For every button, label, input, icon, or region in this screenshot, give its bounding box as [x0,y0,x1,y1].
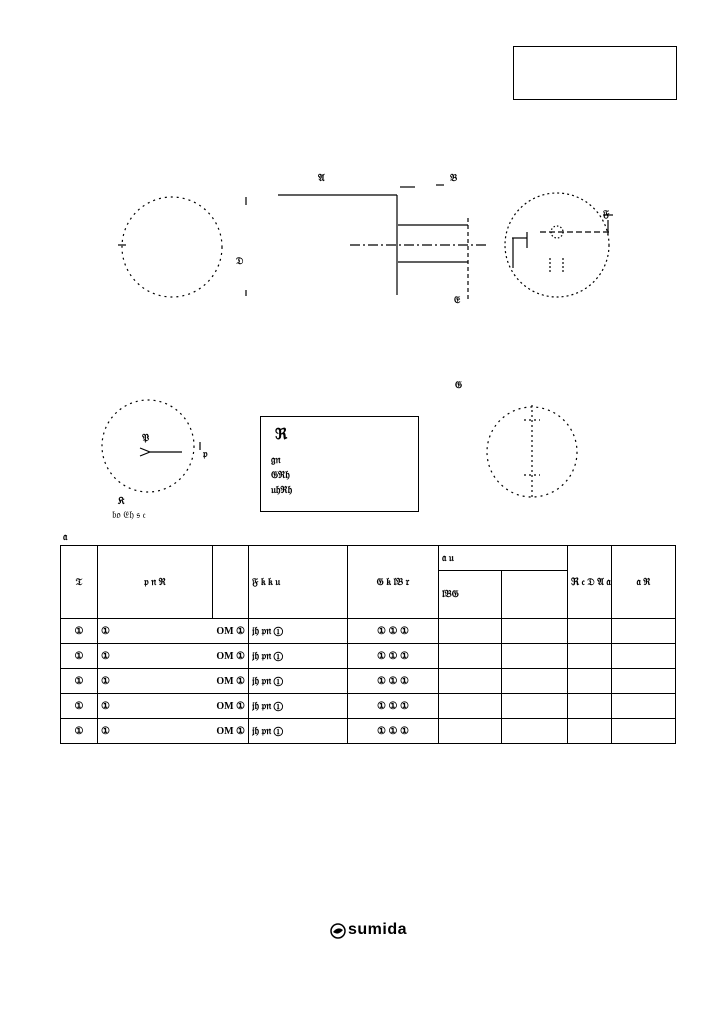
row-vals: 𝔧𝔥 𝔭𝔫 ① [249,644,348,669]
row-cell [502,619,568,644]
row-cell [439,694,502,719]
row-vals: 𝔧𝔥 𝔭𝔫 ① [249,694,348,719]
header-col3: 𝔉 𝔨 𝔨 𝔲 [249,546,348,619]
front-view-circle [122,197,222,297]
row-ohm: ① ① ① [348,669,439,694]
row-code: ① OM ① [98,619,249,644]
header-col5: 𝔞 𝔲 [439,546,568,571]
dial-caption: 𝔎 [118,496,125,507]
row-code: ① OM ① [98,644,249,669]
dim-label-c: 𝔇 [236,256,244,267]
dial-circle [102,400,194,492]
sumida-logo-icon [330,923,346,939]
table-header-row [61,546,676,571]
legend-row-2: 𝔊ℜ𝔥 [271,470,290,481]
row-cell [612,669,676,694]
dial-caption-small: 𝔟𝔬 𝔈𝔥 𝔰 𝔠 [112,510,146,521]
table-row [61,719,676,744]
row-ohm: ① ① ① [348,619,439,644]
dial-side-mark: 𝔭 [203,449,208,460]
header-col4: 𝔊 𝔨 𝔩𝔅 𝔯 [348,546,439,619]
row-cell [568,694,612,719]
row-ohm: ① ① ① [348,694,439,719]
header-col6: ℜ 𝔠 𝔇 𝔄 𝔞 [568,546,612,619]
header-col5-sub-blank [502,571,568,619]
header-col7: 𝔞 ℜ [612,546,676,619]
row-cell [568,669,612,694]
row-num: ① [61,719,98,744]
table-row [61,694,676,719]
header-col1: 𝔗 [61,546,98,619]
row-cell [502,644,568,669]
dial-center-mark: 𝔓 [142,433,150,444]
row-cell [502,694,568,719]
legend-title: ℜ [275,427,288,443]
dim-label-a: 𝔄 [318,173,325,184]
row-code: ① OM ① [98,694,249,719]
table-row [61,669,676,694]
legend-row-1: 𝔤𝔫 [271,455,281,466]
row-cell [568,719,612,744]
row-code: ① OM ① [98,719,249,744]
dim-label-e: 𝔉 [603,209,610,220]
table-row [61,619,676,644]
row-cell [612,719,676,744]
row-cell [612,694,676,719]
row-num: ① [61,669,98,694]
row-cell [439,644,502,669]
row-vals: 𝔧𝔥 𝔭𝔫 ① [249,669,348,694]
legend-box [260,416,419,512]
dim-label-b: 𝔅 [450,173,458,184]
row-cell [439,669,502,694]
row-num: ① [61,619,98,644]
header-col5-sub: 𝔩𝔅𝔊 [439,571,502,619]
header-blank [213,546,249,619]
row-num: ① [61,644,98,669]
brand-name: sumida [348,921,408,938]
dim-label-d: 𝔈 [454,295,461,306]
dim-label-f: 𝔊 [455,380,463,391]
row-code: ① OM ① [98,669,249,694]
row-cell [612,619,676,644]
header-col2: 𝔭 𝔫 ℜ [98,546,213,619]
terminal-view-circle [505,193,609,297]
spec-table [60,545,676,744]
row-cell [502,719,568,744]
row-cell [568,644,612,669]
row-cell [439,719,502,744]
row-ohm: ① ① ① [348,644,439,669]
row-num: ① [61,694,98,719]
table-row [61,644,676,669]
row-vals: 𝔧𝔥 𝔭𝔫 ① [249,619,348,644]
row-cell [568,619,612,644]
legend-row-3: 𝔲𝔥ℜ𝔥 [271,485,293,496]
row-cell [502,669,568,694]
table-section-mark: 𝔞 [63,532,68,543]
row-cell [612,644,676,669]
row-vals: 𝔧𝔥 𝔭𝔫 ① [249,719,348,744]
row-ohm: ① ① ① [348,719,439,744]
row-cell [439,619,502,644]
